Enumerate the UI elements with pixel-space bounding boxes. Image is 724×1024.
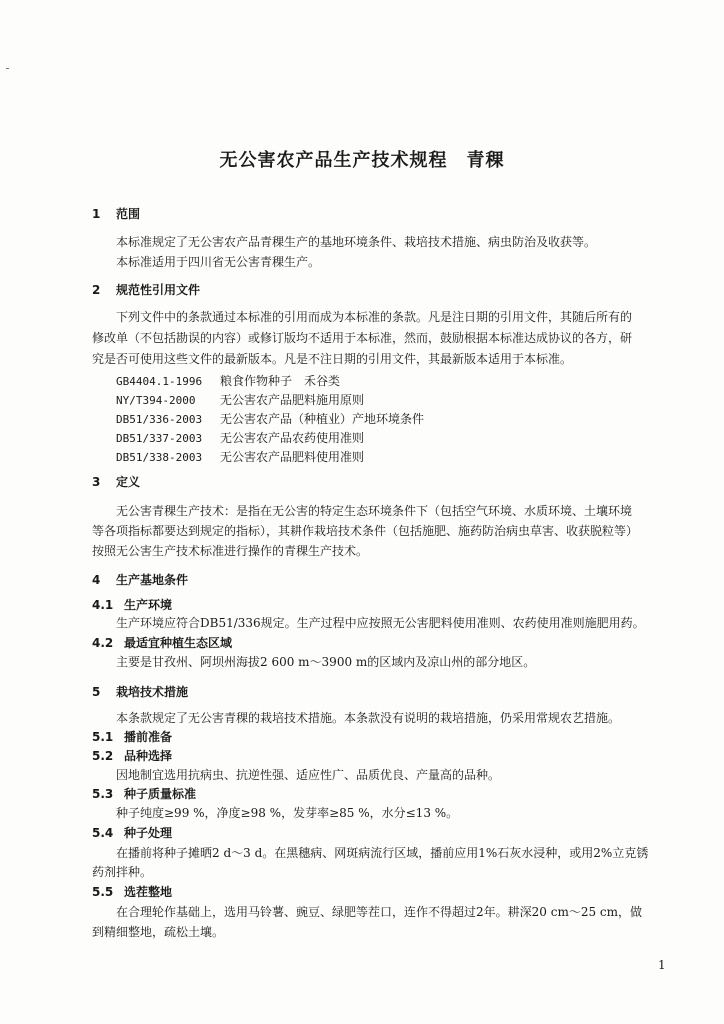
section-title: 生产基地条件 (116, 573, 189, 587)
paragraph-line: 修改单（不包括勘误的内容）或修订版均不适用于本标准，然而，鼓励根据本标准达成协议的各方，研 (92, 331, 633, 345)
section-2-heading (92, 282, 200, 298)
reference-code: NY/T394-2000 (116, 394, 196, 407)
paragraph-line: 到精细整地，疏松土壤。 (92, 925, 225, 939)
paragraph-line: 按照无公害生产技术标准进行操作的青稞生产技术。 (92, 544, 369, 558)
reference-item (116, 449, 364, 466)
subsection-number: 5.2 (92, 749, 114, 763)
paragraph-line: 在合理轮作基础上，选用马铃薯、豌豆、绿肥等茬口，连作不得超过2年。耕深20 cm～25 cm，做 (116, 905, 643, 919)
subsection-number: 4.2 (92, 636, 114, 650)
subsection-number: 5.1 (92, 730, 114, 744)
subsection-number: 5.5 (92, 885, 114, 899)
reference-title: 无公害农产品肥料使用准则 (220, 450, 365, 464)
paragraph: 本条款规定了无公害青稞的栽培技术措施。本条款没有说明的栽培措施，仍采用常规农艺措施。 (116, 711, 621, 725)
subsection-title: 种子处理 (124, 826, 173, 840)
subsection-4-1-heading (92, 597, 172, 613)
page-number: 1 (658, 958, 666, 972)
paragraph: 生产环境应符合DB51/336规定。生产过程中应按照无公害肥料使用准则、农药使用准则施肥用药。 (116, 616, 645, 630)
subsection-title: 种子质量标准 (124, 787, 197, 801)
subsection-number: 5.4 (92, 826, 114, 840)
subsection-5-5-heading (92, 884, 172, 900)
section-5-heading (92, 684, 188, 700)
paragraph: 种子纯度≥99 %，净度≥98 %，发芽率≥85 %，水分≤13 %。 (116, 806, 459, 820)
reference-code: GB4404.1-1996 (116, 375, 203, 388)
paragraph-line: 下列文件中的条款通过本标准的引用而成为本标准的条款。凡是注日期的引用文件，其随后所有的 (116, 310, 633, 324)
subsection-number: 5.3 (92, 787, 114, 801)
reference-title: 无公害农产品肥料施用原则 (220, 393, 365, 407)
paragraph: 本标准适用于四川省无公害青稞生产。 (116, 255, 321, 269)
subsection-4-2-heading (92, 635, 232, 651)
margin-mark (6, 68, 9, 69)
section-number: 5 (92, 685, 101, 699)
subsection-title: 播前准备 (124, 730, 173, 744)
reference-title: 粮食作物种子 禾谷类 (220, 374, 341, 388)
reference-code: DB51/337-2003 (116, 432, 203, 445)
reference-item (116, 392, 364, 409)
reference-title: 无公害农产品（种植业）产地环境条件 (220, 412, 425, 426)
reference-item (116, 373, 340, 390)
paragraph-line: 在播前将种子摊晒2 d～3 d。在黑穗病、网斑病流行区域，播前应用1%石灰水浸种，或用2%立克锈 (116, 846, 649, 860)
subsection-title: 品种选择 (124, 749, 173, 763)
paragraph: 本标准规定了无公害农产品青稞生产的基地环境条件、栽培技术措施、病虫防治及收获等。 (116, 235, 597, 249)
paragraph-line: 药剂拌种。 (92, 865, 153, 879)
section-title: 范围 (116, 207, 141, 221)
section-1-heading (92, 206, 140, 222)
reference-code: DB51/336-2003 (116, 413, 203, 426)
section-title: 栽培技术措施 (116, 685, 189, 699)
section-number: 3 (92, 475, 101, 489)
reference-item (116, 430, 364, 447)
section-title: 规范性引用文件 (116, 283, 201, 297)
paragraph-line: 等各项指标都要达到规定的指标），其耕作栽培技术条件（包括施肥、施药防治病虫草害、收获脱粒等） (92, 524, 639, 538)
subsection-title: 生产环境 (124, 598, 173, 612)
section-number: 1 (92, 207, 101, 221)
subsection-5-2-heading (92, 748, 172, 764)
section-number: 4 (92, 573, 101, 587)
section-3-heading (92, 474, 140, 490)
document-title: 无公害农产品生产技术规程 青稞 (219, 150, 505, 171)
reference-code: DB51/338-2003 (116, 451, 203, 464)
paragraph-line: 究是否可使用这些文件的最新版本。凡是不注日期的引用文件，其最新版本适用于本标准。 (92, 352, 573, 366)
reference-item (116, 411, 424, 428)
section-number: 2 (92, 283, 101, 297)
section-4-heading (92, 572, 188, 588)
reference-title: 无公害农产品农药使用准则 (220, 431, 365, 445)
subsection-5-3-heading (92, 786, 196, 802)
paragraph: 主要是甘孜州、阿坝州海拔2 600 m～3900 m的区域内及凉山州的部分地区。 (116, 655, 536, 669)
subsection-title: 选茬整地 (124, 885, 173, 899)
subsection-number: 4.1 (92, 598, 114, 612)
section-title: 定义 (116, 475, 141, 489)
paragraph: 因地制宜选用抗病虫、抗逆性强、适应性广、品质优良、产量高的品种。 (116, 768, 501, 782)
subsection-5-4-heading (92, 825, 172, 841)
subsection-title: 最适宜种植生态区域 (124, 636, 233, 650)
subsection-5-1-heading (92, 729, 172, 745)
paragraph-line: 无公害青稞生产技术：是指在无公害的特定生态环境条件下（包括空气环境、水质环境、土壤环境 (116, 504, 633, 518)
